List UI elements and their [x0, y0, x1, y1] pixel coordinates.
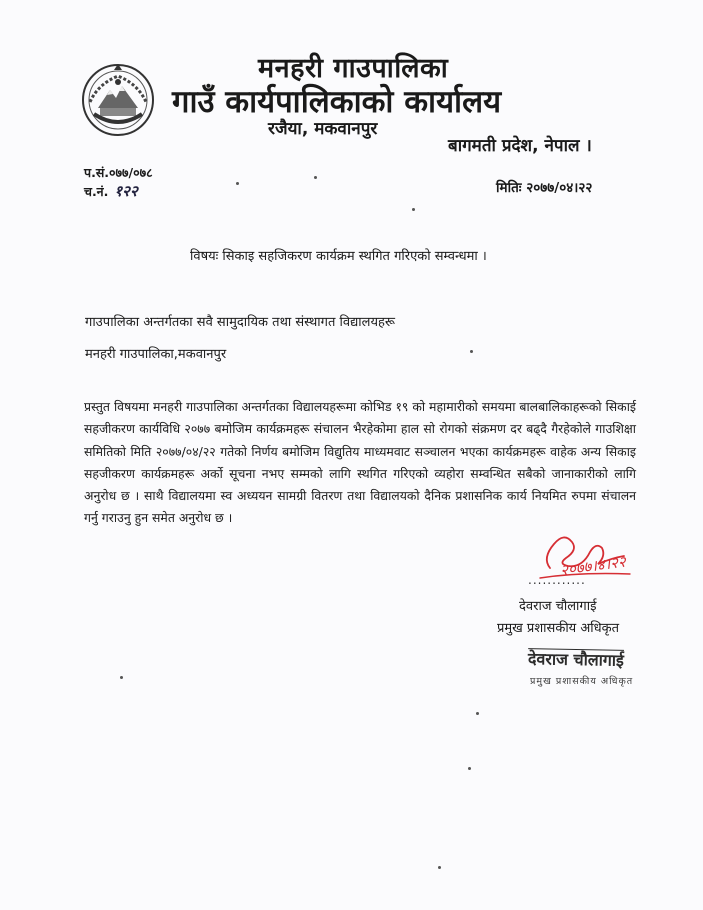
paper-speck [314, 176, 317, 179]
office-province: बागमती प्रदेश, नेपाल । [448, 136, 592, 156]
letter-subject: विषयः सिकाइ सहजिकरण कार्यक्रम स्थगित गरिएको सम्वन्धमा । [190, 249, 487, 264]
chalani-number: १२२ [114, 182, 138, 200]
recipient-line-1: गाउपालिका अन्तर्गतका सवै सामुदायिक तथा संस्थागत विद्यालयहरू [85, 315, 396, 330]
signatory-title: प्रमुख प्रशासकीय अधिकृत [497, 621, 620, 636]
paper-speck [412, 208, 415, 211]
office-title: गाउँ कार्यपालिकाको कार्यालय [172, 84, 502, 120]
signature-line: ............ [528, 573, 586, 587]
letter-body: प्रस्तुत विषयमा मनहरी गाउपालिका अन्तर्गतका विद्यालयहरूमा कोभिड १९ को महामारीको समयमा बालबालिकाहरूको सिकाई सहजीकरण कार्यविधि २०७७ बमोजिम कार्यक्रमहरू संचालन भैरहेकोमा हाल सो रोगको संक्रमण दर बढ्दै गैरहेकोले गाउशिक्षा समितिको मिति २०७७/०४/२२ गतेको निर्णय बमोजिम विद्युतिय माध्यमवाट सञ्चालन भएका कार्यक्रमहरू वाहेक अन्य सिकाइ सहजीकरण कार्यक्रमहरू अर्को सूचना नभए सम्मको लागि स्थगित गरिएको व्यहोरा सम्वन्धित सबैको जानाकारीको लागि अनुरोध छ । साथै विद्यालयमा स्व अध्ययन सामग्री वितरण तथा विद्यालयको दैनिक प्रशासनिक कार्य नियमित रुपमा संचालन गर्नु गराउनु हुन समेत अनुरोध छ । [84, 399, 636, 526]
paper-speck [236, 182, 239, 185]
chalani-label: च.नं. [84, 184, 109, 199]
office-name: मनहरी गाउपालिका [258, 53, 449, 84]
paper-speck [470, 350, 473, 353]
reference-block [84, 163, 153, 201]
signatory-name: देवराज चौलागाई [519, 599, 597, 614]
stamp-name: देवराज चौलागाई [527, 649, 624, 670]
recipient-line-2: मनहरी गाउपालिका,मकवानपुर [85, 347, 227, 362]
paper-speck [468, 767, 471, 770]
nepal-emblem-icon [80, 62, 156, 138]
letter-date: मितिः २०७७/०४।२२ [496, 180, 593, 196]
patra-sankhya: प.सं.०७७/०७८ [84, 165, 153, 180]
stamp-title: प्रमुख प्रशासकीय अधिकृत [530, 676, 634, 687]
office-address: रजैया, मकवानपुर [268, 119, 378, 139]
signature-date: २०७७।४।२२ [559, 552, 627, 580]
paper-speck [476, 712, 479, 715]
chalani-row [84, 182, 153, 201]
paper-speck [438, 866, 441, 869]
paper-speck [120, 676, 123, 679]
